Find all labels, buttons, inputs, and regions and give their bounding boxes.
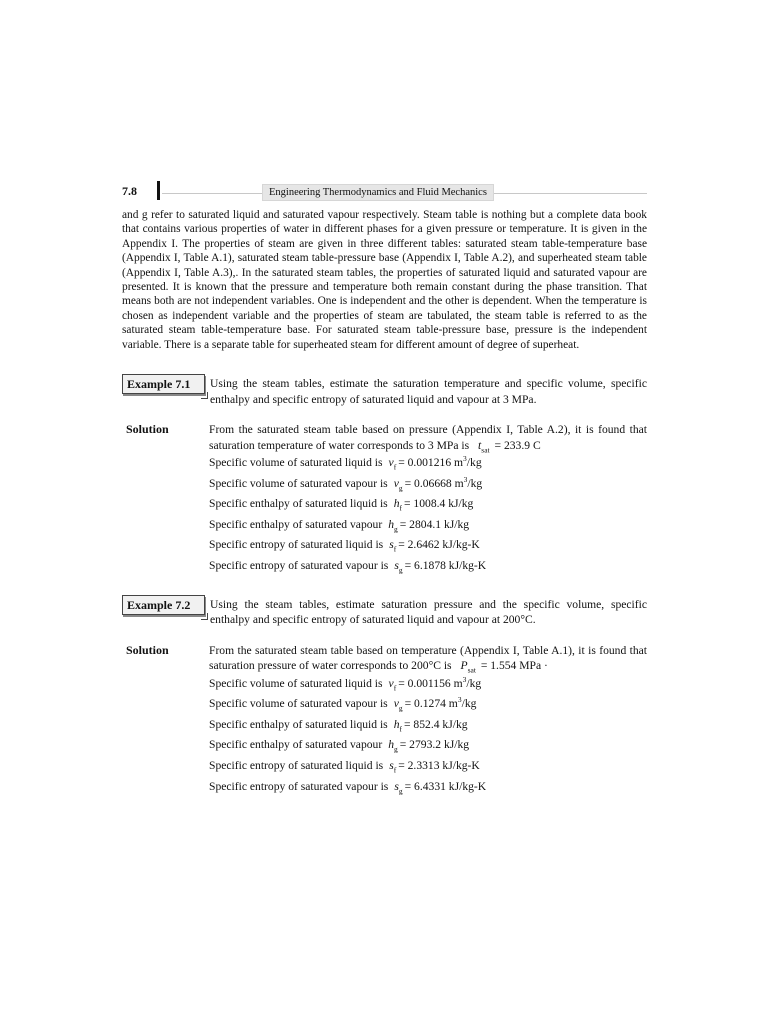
property-subscript: g bbox=[394, 744, 398, 754]
property-subscript: g bbox=[398, 703, 403, 713]
property-list bbox=[209, 674, 647, 798]
property-subscript: f bbox=[393, 544, 397, 554]
property-symbol: v bbox=[388, 676, 394, 690]
property-line bbox=[209, 515, 647, 536]
example-label-box: Example 7.1 bbox=[122, 374, 205, 394]
running-title: Engineering Thermodynamics and Fluid Mechanics bbox=[262, 184, 494, 201]
solution-body bbox=[209, 422, 647, 577]
property-symbol: v bbox=[388, 456, 394, 470]
property-label: Specific volume of saturated liquid is bbox=[209, 456, 383, 470]
property-symbol: h bbox=[393, 497, 400, 511]
property-unit: /kg bbox=[461, 697, 477, 711]
property-subscript: f bbox=[393, 765, 397, 775]
solution-intro bbox=[209, 422, 647, 453]
solution-7-1 bbox=[122, 422, 647, 577]
property-superscript: 3 bbox=[462, 674, 467, 684]
property-value: = 0.06668 m bbox=[404, 476, 464, 490]
property-value: = 2.3313 kJ/kg-K bbox=[398, 759, 480, 772]
book-page bbox=[122, 181, 647, 797]
property-label: Specific enthalpy of saturated liquid is bbox=[209, 497, 388, 511]
property-symbol: h bbox=[388, 738, 394, 752]
property-label: Specific entropy of saturated liquid is bbox=[209, 759, 384, 772]
example-box-corner bbox=[201, 392, 208, 399]
property-value: = 2804.1 kJ/kg bbox=[399, 517, 470, 531]
header-divider-bar bbox=[157, 181, 160, 200]
property-symbol: s bbox=[394, 559, 399, 573]
property-line bbox=[209, 474, 647, 495]
solution-intro-text: From the saturated steam table based on pressure (Appendix I, Table A.2), it is found that saturation temperature of water corresponds to 3 MPa is bbox=[209, 423, 647, 452]
property-subscript: f bbox=[393, 462, 397, 472]
property-line bbox=[209, 556, 647, 577]
intro-subscript: sat bbox=[481, 444, 490, 454]
property-line bbox=[209, 494, 647, 515]
page-number: 7.8 bbox=[122, 184, 137, 198]
intro-subscript: sat bbox=[467, 665, 476, 675]
solution-intro-text: From the saturated steam table based on temperature (Appendix I, Table A.1), it is found that saturation pressure of water corresponds to 200°C is bbox=[209, 643, 647, 673]
property-value: = 6.4331 kJ/kg-K bbox=[404, 779, 487, 793]
property-label: Specific enthalpy of saturated vapour bbox=[209, 517, 383, 531]
intro-symbol: P bbox=[460, 659, 468, 673]
property-label: Specific enthalpy of saturated liquid is bbox=[209, 717, 388, 731]
property-subscript: f bbox=[399, 503, 402, 513]
property-subscript: f bbox=[399, 724, 402, 734]
property-value: = 852.4 kJ/kg bbox=[404, 717, 468, 731]
property-label: Specific entropy of saturated vapour is bbox=[209, 559, 389, 573]
intro-paragraph-text: and g refer to saturated liquid and saturated vapour respectively. Steam table is nothing but a complete data book that contains various properties of water in different phases for a given pressure or temperature. It is given in the Appendix I. The properties of steam are given in three different tables: saturated steam table-temperature base (Appendix I, Table A.1), saturated steam table-pressure base (Appendix I, Table A.2), and superheated steam table (Appendix I, Table A.3),. In the saturated steam tables, the properties of saturated liquid and saturated vapour are presented. It is known that the pressure and temperature both remain constant during the phase transition. That means both are not independent variables. One is independent and the other is dependent. When the temperature is chosen as independent variable and the properties of steam are tabulated, the steam table is referred to as the saturated steam table-temperature base. For saturated steam table-pressure base, pressure is the independent variable. There is a separate table for superheated steam for different amount of degree of superheat. bbox=[122, 209, 647, 351]
property-line bbox=[209, 777, 647, 798]
property-line bbox=[209, 535, 647, 556]
property-value: = 0.001216 m bbox=[398, 456, 464, 470]
property-label: Specific volume of saturated vapour is bbox=[209, 697, 388, 711]
property-subscript: g bbox=[398, 482, 403, 492]
property-subscript: f bbox=[393, 682, 397, 692]
property-line bbox=[209, 735, 647, 756]
solution-label: Solution bbox=[126, 642, 169, 657]
solution-body bbox=[209, 643, 647, 798]
property-value: = 0.1274 m bbox=[404, 697, 458, 711]
intro-value: = 1.554 MPa · bbox=[480, 659, 548, 673]
property-label: Specific volume of saturated liquid is bbox=[209, 676, 383, 690]
property-subscript: g bbox=[398, 565, 403, 575]
example-question: Using the steam tables, estimate the saturation temperature and specific volume, specific enthalpy and specific entropy of saturated liquid and vapour at 3 MPa. bbox=[210, 377, 647, 406]
property-value: = 0.001156 m bbox=[398, 676, 463, 690]
property-label: Specific entropy of saturated liquid is bbox=[209, 538, 384, 552]
property-subscript: g bbox=[398, 785, 403, 795]
property-value: = 6.1878 kJ/kg-K bbox=[404, 559, 487, 573]
property-superscript: 3 bbox=[463, 474, 468, 484]
property-unit: /kg bbox=[467, 476, 483, 490]
property-value: = 2793.2 kJ/kg bbox=[399, 738, 470, 752]
property-list bbox=[209, 453, 647, 577]
property-superscript: 3 bbox=[457, 695, 462, 705]
property-unit: /kg bbox=[466, 676, 482, 690]
property-symbol: h bbox=[393, 717, 400, 731]
property-symbol: s bbox=[389, 759, 394, 772]
property-value: = 1008.4 kJ/kg bbox=[404, 497, 474, 511]
example-7-1 bbox=[122, 374, 647, 408]
property-subscript: g bbox=[394, 524, 398, 534]
property-symbol: s bbox=[389, 538, 394, 552]
property-symbol: v bbox=[393, 697, 399, 711]
example-7-2 bbox=[122, 595, 647, 629]
intro-value: = 233.9 C bbox=[494, 438, 541, 452]
property-symbol: h bbox=[388, 517, 394, 531]
property-value: = 2.6462 kJ/kg-K bbox=[398, 538, 480, 552]
solution-label: Solution bbox=[126, 422, 169, 437]
solution-intro bbox=[209, 643, 647, 674]
property-superscript: 3 bbox=[463, 454, 467, 464]
property-line bbox=[209, 674, 647, 695]
property-label: Specific enthalpy of saturated vapour bbox=[209, 738, 383, 752]
property-label: Specific entropy of saturated vapour is bbox=[209, 779, 389, 793]
property-line bbox=[209, 694, 647, 715]
example-question: Using the steam tables, estimate saturation pressure and the specific volume, specific enthalpy and specific entropy of saturated liquid and vapour at 200°C. bbox=[210, 597, 647, 627]
property-line bbox=[209, 756, 647, 777]
property-label: Specific volume of saturated vapour is bbox=[209, 476, 388, 490]
intro-symbol: t bbox=[478, 438, 482, 452]
example-box-corner bbox=[201, 613, 208, 620]
property-unit: /kg bbox=[466, 456, 482, 470]
intro-paragraph bbox=[122, 208, 647, 352]
solution-7-2 bbox=[122, 643, 647, 798]
property-symbol: v bbox=[393, 476, 399, 490]
page-header bbox=[122, 181, 647, 201]
property-line bbox=[209, 453, 647, 474]
property-symbol: s bbox=[394, 779, 399, 793]
example-label-box: Example 7.2 bbox=[122, 595, 205, 615]
property-line bbox=[209, 715, 647, 736]
